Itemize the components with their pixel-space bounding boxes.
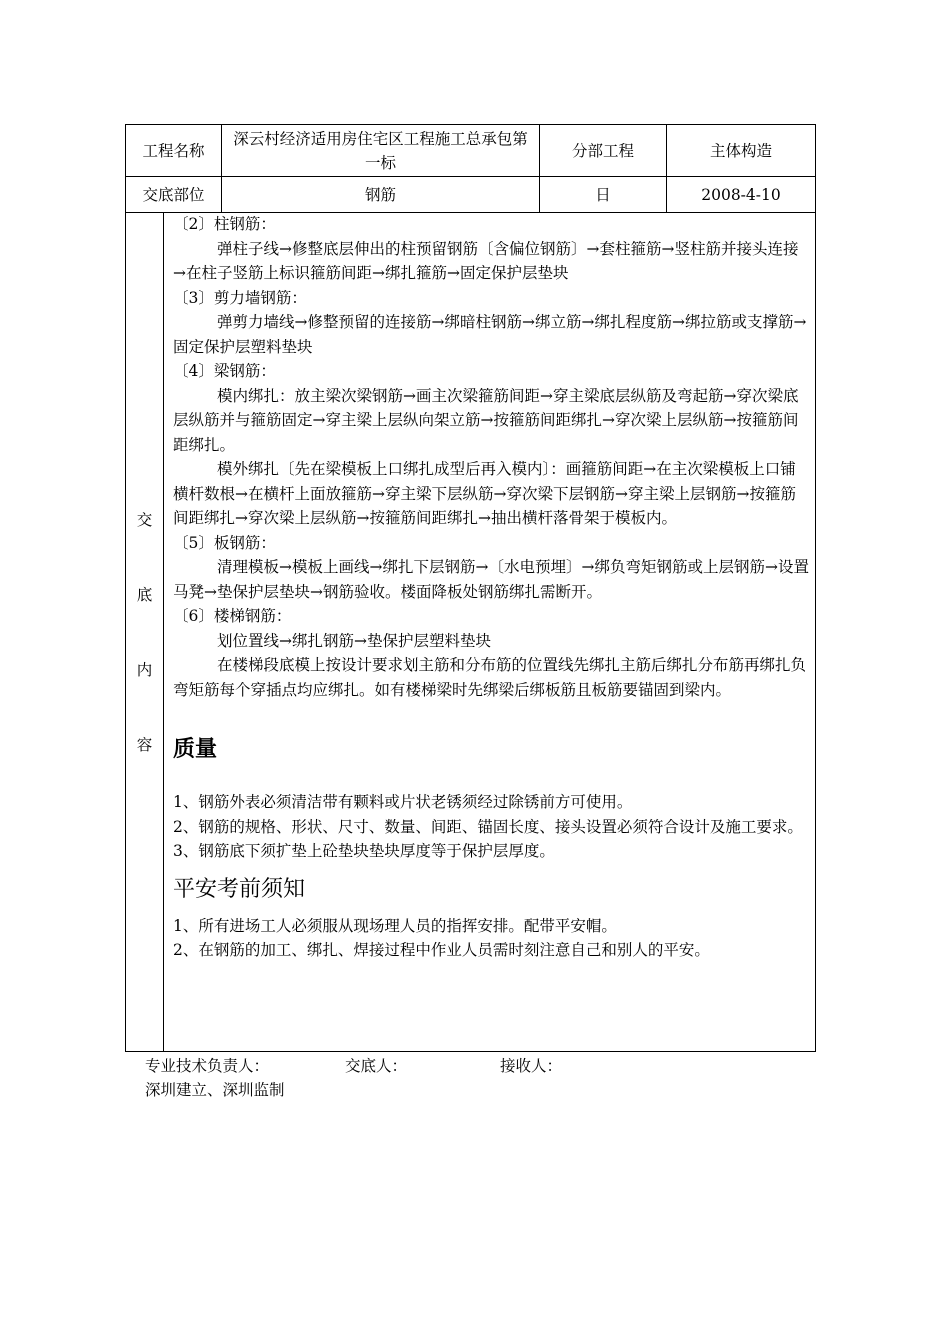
position-label: 交底部位 [126, 177, 222, 213]
quality-item: 3、钢筋底下须扩垫上砼垫块垫块厚度等于保护层厚度。 [173, 842, 555, 860]
section-text: 模外绑扎〔先在梁模板上口绑扎成型后再入模内〕：画箍筋间距→在主次梁模板上口铺横杆数根→在横杆上面放箍筋→穿主梁下层纵筋→穿次梁下层钢筋→穿主梁上层钢筋→按箍筋间距绑扎→穿次梁上层纵筋→按箍筋间距绑扎→抽出横杆落骨架于模板内。 [173, 460, 796, 527]
side-label-char: 容 [136, 736, 153, 754]
section-text: 在楼梯段底模上按设计要求划主筋和分布筋的位置线先绑扎主筋后绑扎分布筋再绑扎负弯矩筋每个穿插点均应绑扎。如有楼梯梁时先绑梁后绑板筋且板筋要锚固到梁内。 [173, 656, 807, 699]
side-label-char: 内 [136, 661, 153, 679]
quality-heading: 质量 [173, 737, 218, 762]
section-text: 模内绑扎：放主梁次梁钢筋→画主次梁箍筋间距→穿主梁底层纵筋及弯起筋→穿次梁底层纵筋并与箍筋固定→穿主梁上层纵向架立筋→按箍筋间距绑扎→穿次梁上层纵筋→按箍筋间距绑扎。 [173, 386, 799, 454]
header-table [125, 124, 816, 213]
section-title: 〔5〕板钢筋： [173, 533, 276, 552]
project-name-value: 深云村经济适用房住宅区工程施工总承包第一标 [222, 125, 540, 177]
side-label-char: 底 [136, 586, 153, 604]
section-text: 弹柱子线→修整底层伸出的柱预留钢筋〔含偏位钢筋〕→套柱箍筋→竖柱筋并接头连接→在柱子竖筋上标识箍筋间距→绑扎箍筋→固定保护层垫块 [173, 239, 799, 282]
quality-item: 2、钢筋的规格、形状、尺寸、数量、间距、锚固长度、接头设置必须符合设计及施工要求。 [173, 817, 803, 836]
safety-item: 1、所有进场工人必须服从现场理人员的指挥安排。配带平安帽。 [173, 916, 617, 935]
side-label-char: 交 [136, 511, 153, 529]
safety-item: 2、在钢筋的加工、绑扎、焊接过程中作业人员需时刻注意自己和别人的平安。 [173, 941, 710, 959]
content-box [125, 212, 816, 1052]
sub-project-label: 分部工程 [540, 125, 667, 177]
tech-lead-label: 专业技术负责人： [145, 1057, 270, 1075]
section-title: 〔2〕柱钢筋： [173, 215, 276, 233]
project-name-label: 工程名称 [126, 125, 222, 177]
date-label: 日 [540, 177, 667, 213]
quality-item: 1、钢筋外表必须清洁带有颗料或片状老锈须经过除锈前方可使用。 [173, 793, 633, 811]
receiver-label: 接收人： [500, 1057, 563, 1075]
section-text: 清理模板→模板上画线→绑扎下层钢筋→〔水电预埋〕→绑负弯矩钢筋或上层钢筋→设置马凳→垫保护层垫块→钢筋验收。楼面降板处钢筋绑扎需断开。 [173, 558, 809, 601]
date-value: 2008-4-10 [667, 177, 816, 213]
section-title: 〔4〕梁钢筋： [173, 362, 276, 380]
side-label-column [126, 212, 164, 1051]
section-text: 划位置线→绑扎钢筋→垫保护层塑料垫块 [217, 631, 491, 650]
section-text: 弹剪力墙线→修整预留的连接筋→绑暗柱钢筋→绑立筋→绑扎程度筋→绑拉筋或支撑筋→固定保护层塑料垫块 [173, 313, 807, 356]
sub-project-value: 主体构造 [667, 125, 816, 177]
disclosure-content [173, 212, 809, 963]
section-title: 〔3〕剪力墙钢筋： [173, 288, 307, 307]
safety-heading: 平安考前须知 [173, 876, 306, 902]
discloser-label: 交底人： [345, 1057, 408, 1075]
company-text: 深圳建立、深圳监制 [145, 1081, 285, 1099]
section-title: 〔6〕楼梯钢筋： [173, 607, 292, 625]
position-value: 钢筋 [222, 177, 540, 213]
